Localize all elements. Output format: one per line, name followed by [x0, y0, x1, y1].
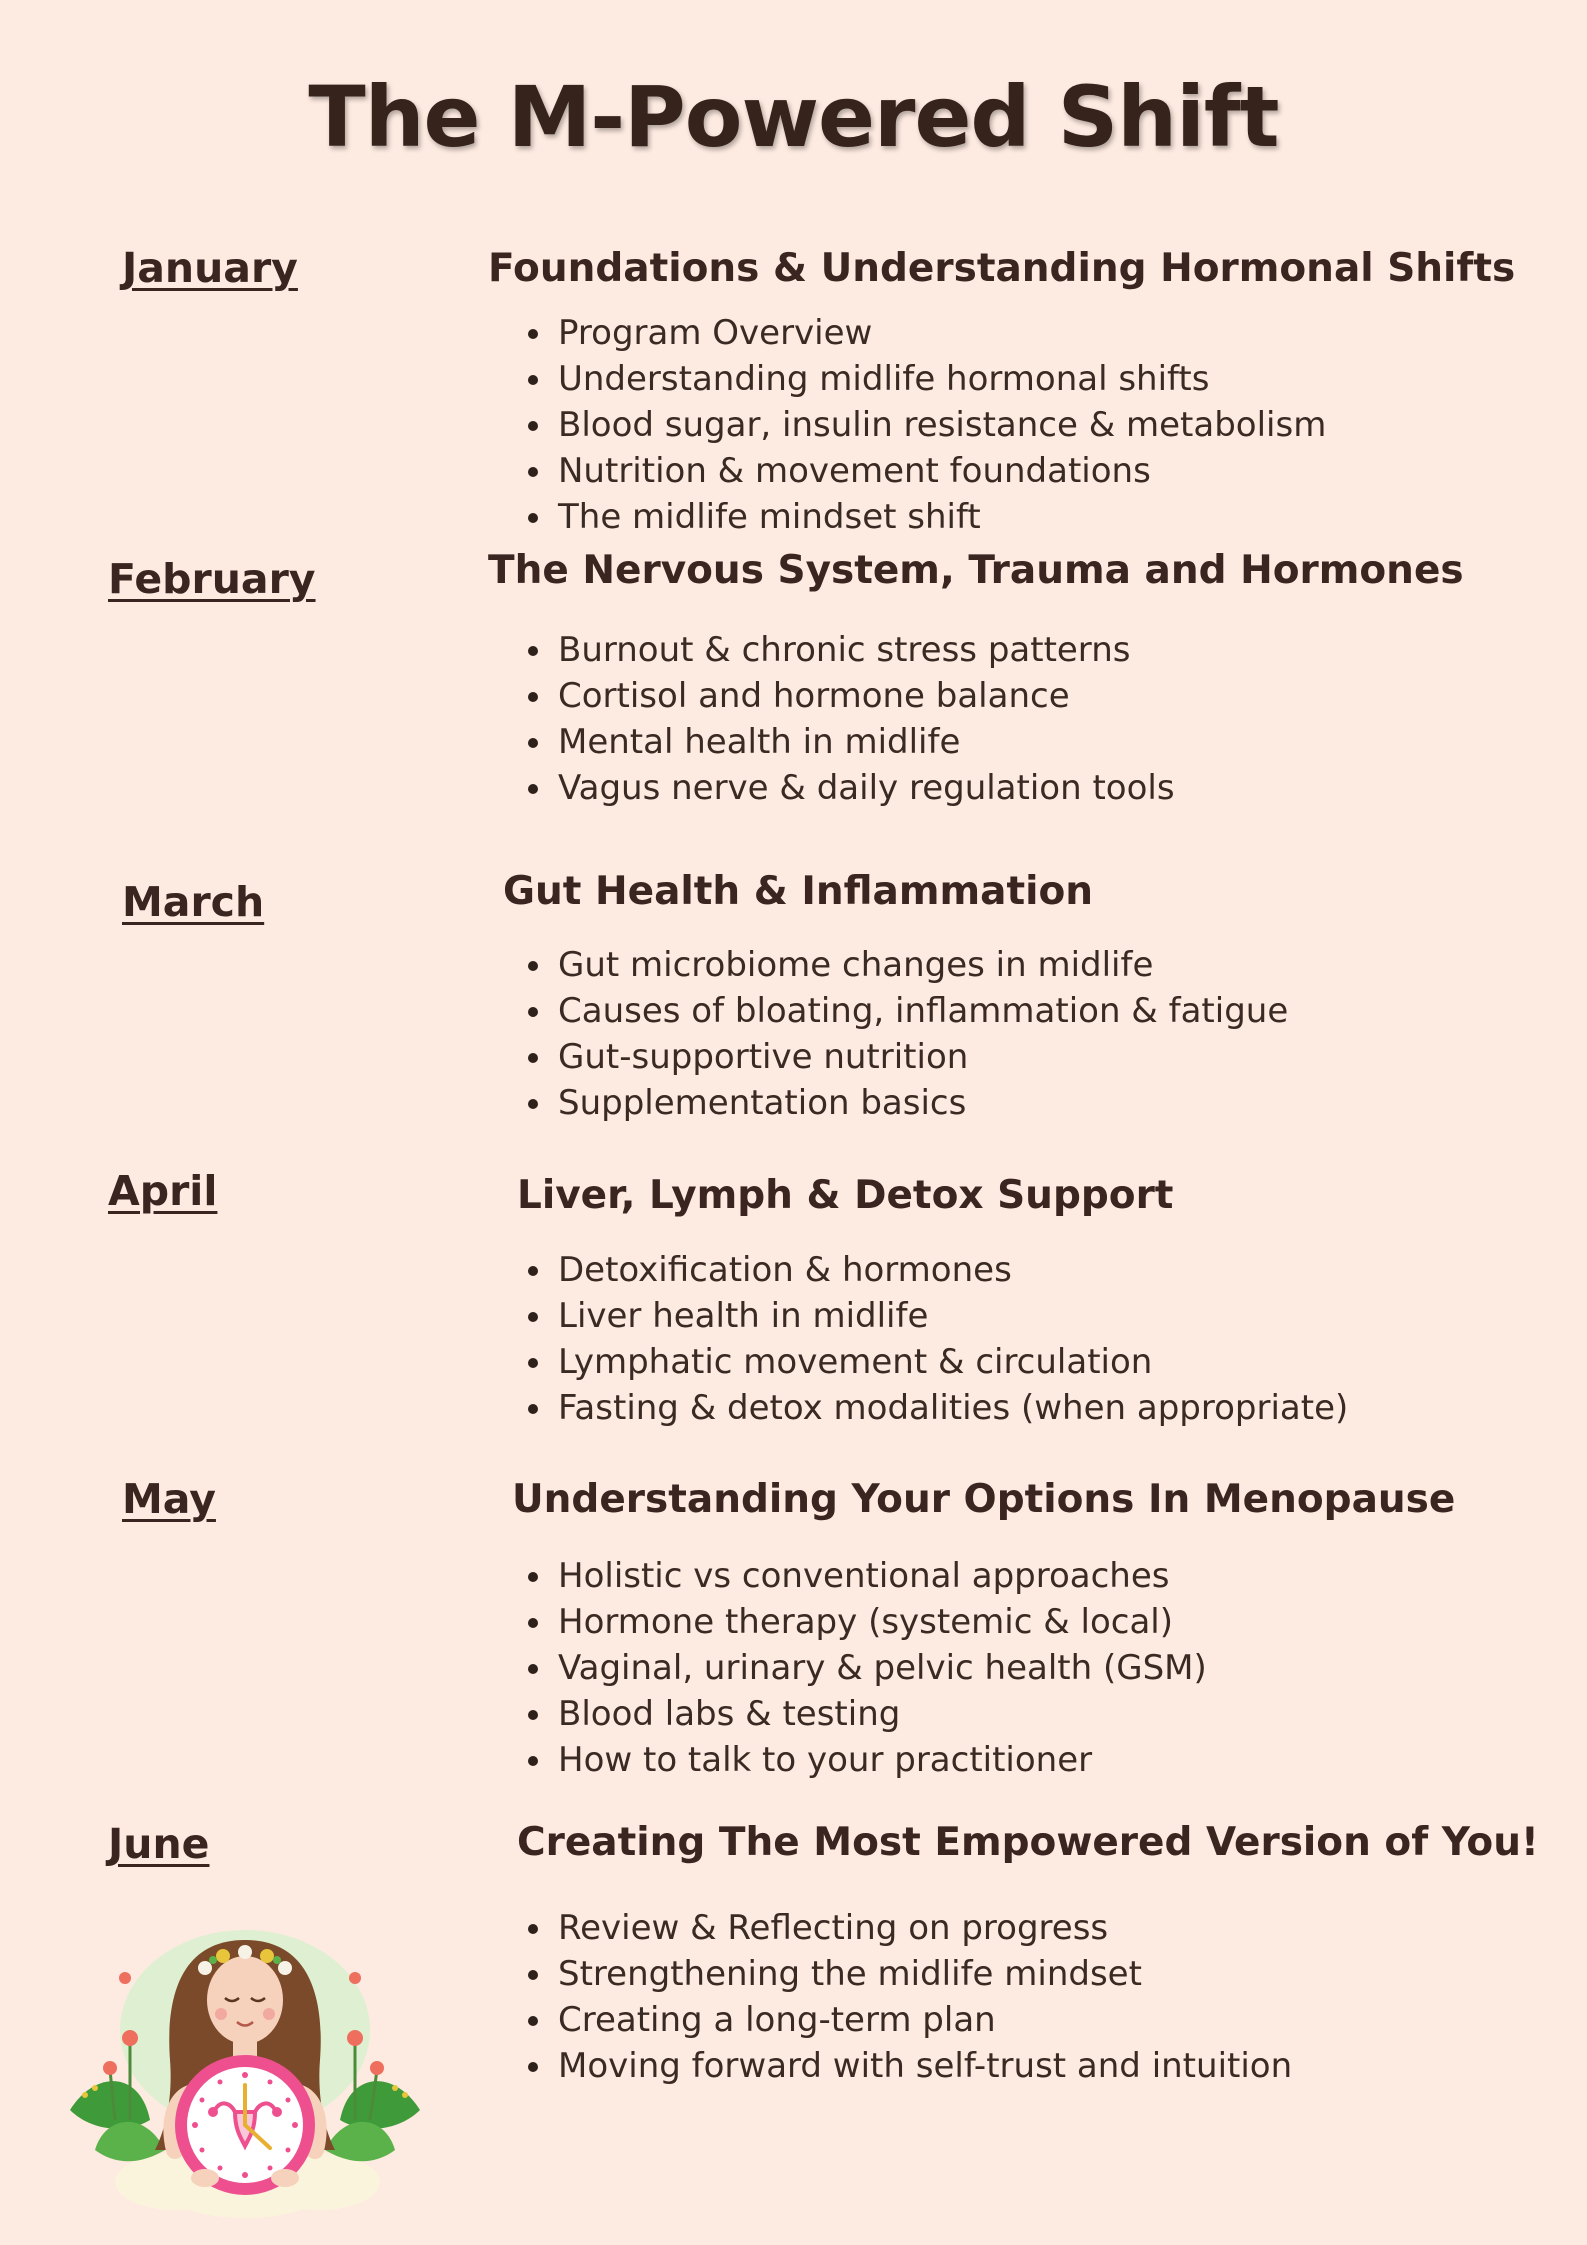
list-item: Cortisol and hormone balance: [528, 673, 1175, 719]
month-february: February: [108, 555, 316, 603]
month-may: May: [122, 1475, 216, 1523]
list-item: Lymphatic movement & circulation: [528, 1339, 1348, 1385]
list-item: Hormone therapy (systemic & local): [528, 1599, 1207, 1645]
month-march: March: [122, 878, 265, 926]
topic-list-february: [528, 627, 1175, 811]
list-item: Gut-supportive nutrition: [528, 1034, 1288, 1080]
list-item: How to talk to your practitioner: [528, 1737, 1207, 1783]
topic-list-june: [528, 1905, 1292, 2089]
section-heading-january: Foundations & Understanding Hormonal Shifts: [488, 246, 1516, 291]
section-heading-april: Liver, Lymph & Detox Support: [517, 1173, 1174, 1218]
list-item: The midlife mindset shift: [528, 494, 1326, 540]
list-item: Strengthening the midlife mindset: [528, 1951, 1292, 1997]
list-item: Holistic vs conventional approaches: [528, 1553, 1207, 1599]
list-item: Blood labs & testing: [528, 1691, 1207, 1737]
topic-list-march: [528, 942, 1288, 1126]
list-item: Fasting & detox modalities (when appropriate): [528, 1385, 1348, 1431]
list-item: Vaginal, urinary & pelvic health (GSM): [528, 1645, 1207, 1691]
list-item: Gut microbiome changes in midlife: [528, 942, 1288, 988]
month-june: June: [108, 1820, 210, 1868]
list-item: Liver health in midlife: [528, 1293, 1348, 1339]
list-item: Causes of bloating, inflammation & fatigue: [528, 988, 1288, 1034]
section-heading-february: The Nervous System, Trauma and Hormones: [488, 548, 1464, 593]
list-item: Burnout & chronic stress patterns: [528, 627, 1175, 673]
list-item: Moving forward with self-trust and intuition: [528, 2043, 1292, 2089]
topic-list-april: [528, 1247, 1348, 1431]
list-item: Detoxification & hormones: [528, 1247, 1348, 1293]
month-april: April: [108, 1167, 218, 1215]
woman-with-flower-crown-holding-clock-icon: [55, 1920, 435, 2220]
topic-list-may: [528, 1553, 1207, 1783]
section-heading-march: Gut Health & Inflammation: [503, 869, 1094, 914]
list-item: Creating a long-term plan: [528, 1997, 1292, 2043]
list-item: Review & Reflecting on progress: [528, 1905, 1292, 1951]
list-item: Vagus nerve & daily regulation tools: [528, 765, 1175, 811]
list-item: Understanding midlife hormonal shifts: [528, 356, 1326, 402]
list-item: Supplementation basics: [528, 1080, 1288, 1126]
topic-list-january: [528, 310, 1326, 540]
section-heading-june: Creating The Most Empowered Version of You!: [517, 1820, 1539, 1865]
section-heading-may: Understanding Your Options In Menopause: [512, 1477, 1456, 1522]
list-item: Program Overview: [528, 310, 1326, 356]
list-item: Nutrition & movement foundations: [528, 448, 1326, 494]
month-january: January: [122, 244, 298, 292]
list-item: Blood sugar, insulin resistance & metabolism: [528, 402, 1326, 448]
list-item: Mental health in midlife: [528, 719, 1175, 765]
page-title: The M-Powered Shift: [308, 68, 1279, 166]
